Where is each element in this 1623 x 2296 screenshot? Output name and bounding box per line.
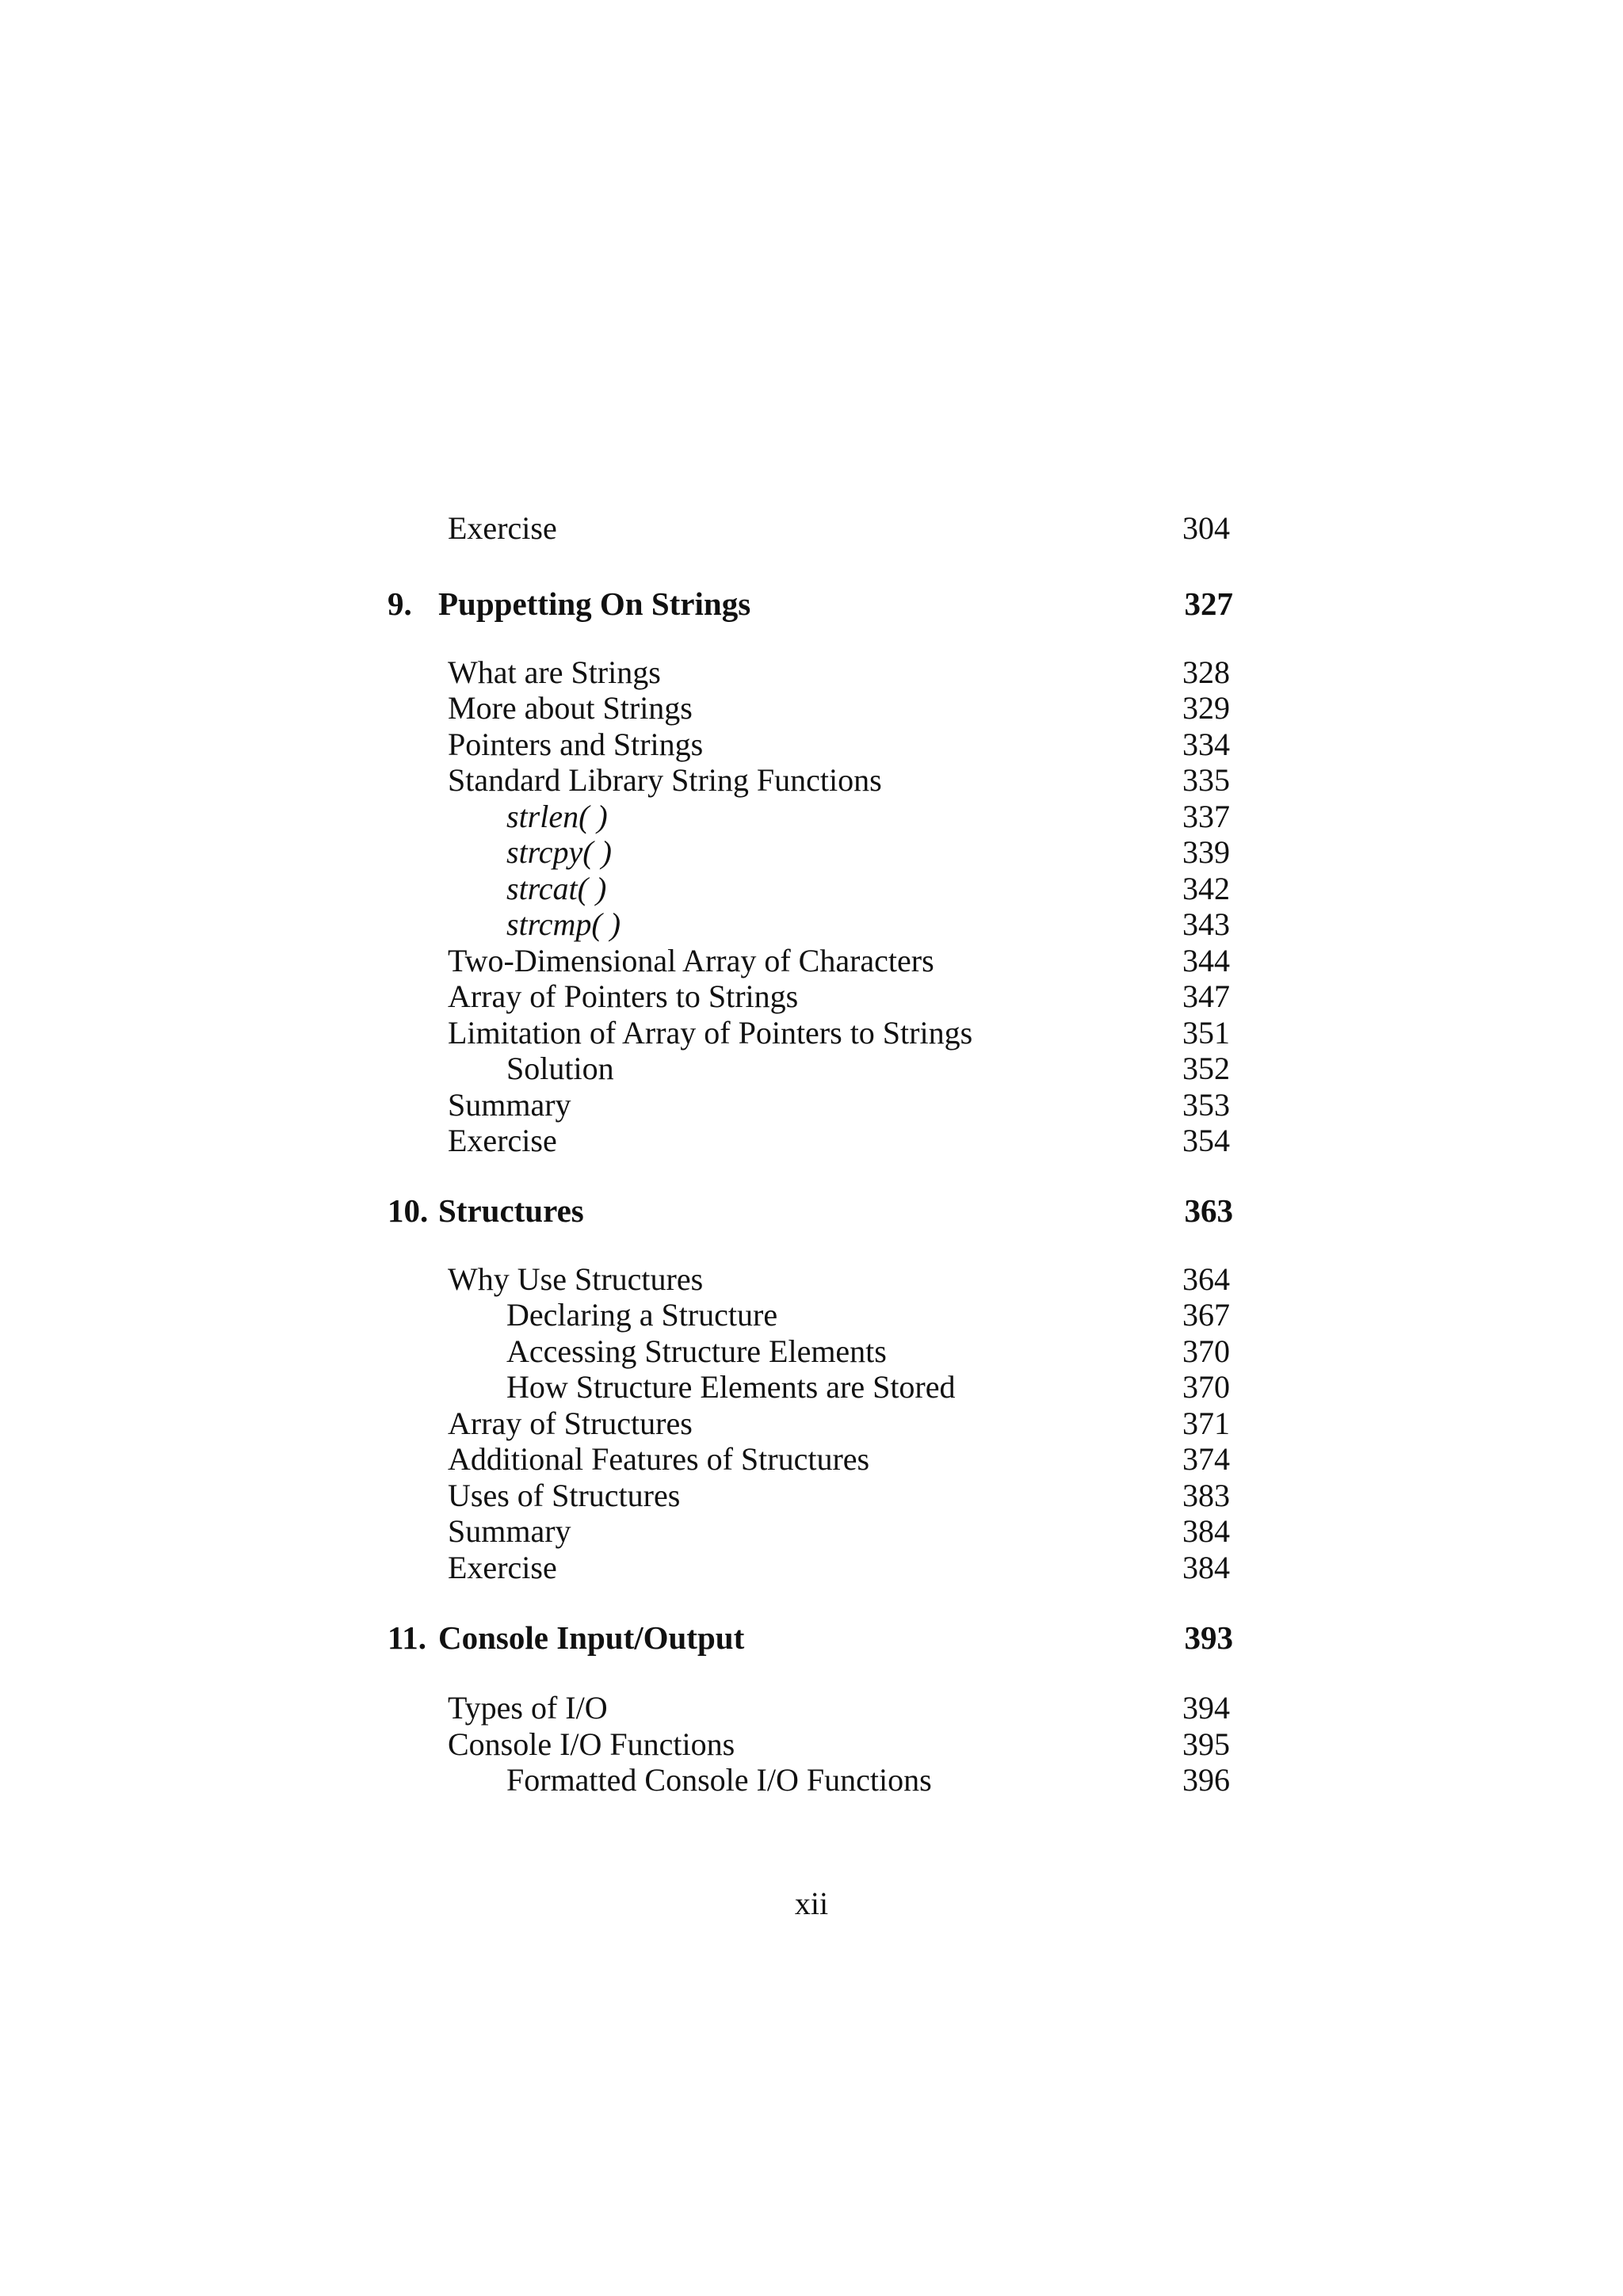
toc-entry-row [0,1404,1623,1444]
entry-title: Array of Pointers to Strings [448,978,799,1014]
entry-page-number: 347 [1182,978,1230,1014]
entry-page-number: 334 [1182,727,1230,762]
entry-title: Array of Structures [448,1405,693,1441]
toc-entry-row [0,1476,1623,1516]
chapter-title: Puppetting On Strings [438,585,751,622]
entry-page-number: 367 [1182,1297,1230,1333]
entry-title: strcat( ) [506,871,607,906]
toc-entry-row [0,1760,1623,1800]
entry-page-number: 352 [1182,1051,1230,1086]
entry-title: Summary [448,1513,571,1549]
toc-entry-row [0,977,1623,1016]
entry-title: Pointers and Strings [448,727,704,762]
entry-title: What are Strings [448,654,661,690]
chapter-number: 10. [388,1192,429,1229]
toc-entry-row [0,1688,1623,1728]
entry-title: strcmp( ) [506,906,621,942]
entry-page-number: 364 [1182,1261,1230,1297]
toc-chapter-row [0,584,1623,624]
toc-entry-row [0,833,1623,872]
entry-page-number: 337 [1182,799,1230,834]
entry-page-number: 335 [1182,762,1230,798]
entry-page-number: 383 [1182,1478,1230,1513]
chapter-page-number: 363 [1184,1192,1233,1229]
entry-page-number: 394 [1182,1690,1230,1726]
entry-page-number: 353 [1182,1087,1230,1123]
toc-entry-row [0,905,1623,944]
toc-entry-row [0,1085,1623,1125]
entry-page-number: 343 [1182,906,1230,942]
entry-title: strcpy( ) [506,834,612,870]
toc-entry-row [0,688,1623,728]
entry-title: Accessing Structure Elements [506,1333,887,1369]
toc-entry-row [0,761,1623,800]
toc-entry-row [0,1548,1623,1588]
chapter-title: Structures [438,1192,584,1229]
entry-title: Exercise [448,1550,557,1585]
entry-title: Types of I/O [448,1690,608,1726]
entry-page-number: 374 [1182,1441,1230,1477]
entry-title: Two-Dimensional Array of Characters [448,943,934,978]
toc-entry-row [0,1049,1623,1089]
entry-page-number: 304 [1182,510,1230,546]
toc-entry-row [0,1121,1623,1161]
entry-title: Exercise [448,510,557,546]
entry-page-number: 329 [1182,690,1230,726]
toc-chapter-row [0,1618,1623,1657]
page-number: xii [794,1886,829,1921]
chapter-number: 9. [388,585,412,622]
entry-title: Limitation of Array of Pointers to Strings [448,1015,973,1051]
entry-title: Console I/O Functions [448,1726,735,1762]
entry-title: How Structure Elements are Stored [506,1369,956,1405]
entry-page-number: 328 [1182,654,1230,690]
toc-entry-row [0,1332,1623,1371]
toc-entry-row [0,725,1623,765]
entry-page-number: 351 [1182,1015,1230,1051]
entry-title: More about Strings [448,690,693,726]
entry-title: Summary [448,1087,571,1123]
entry-page-number: 342 [1182,871,1230,906]
chapter-page-number: 393 [1184,1619,1233,1656]
entry-page-number: 339 [1182,834,1230,870]
toc-entry-row [0,869,1623,909]
entry-page-number: 371 [1182,1405,1230,1441]
toc-entry-row [0,1512,1623,1551]
toc-entry-row [0,1013,1623,1053]
entry-title: Formatted Console I/O Functions [506,1762,932,1798]
entry-title: Uses of Structures [448,1478,681,1513]
entry-title: strlen( ) [506,799,608,834]
chapter-title: Console Input/Output [438,1619,745,1656]
chapter-number: 11. [388,1619,426,1656]
toc-entry-row [0,1440,1623,1479]
chapter-page-number: 327 [1184,585,1233,622]
entry-page-number: 370 [1182,1333,1230,1369]
toc-entry-row [0,509,1623,548]
entry-title: Declaring a Structure [506,1297,778,1333]
entry-title: Solution [506,1051,614,1086]
entry-page-number: 370 [1182,1369,1230,1405]
toc-entry-row [0,1295,1623,1335]
entry-title: Exercise [448,1123,557,1158]
entry-page-number: 395 [1182,1726,1230,1762]
entry-page-number: 354 [1182,1123,1230,1158]
toc-entry-row [0,1367,1623,1407]
toc-chapter-row [0,1191,1623,1230]
entry-page-number: 396 [1182,1762,1230,1798]
toc-entry-row [0,1725,1623,1764]
entry-page-number: 384 [1182,1513,1230,1549]
entry-title: Additional Features of Structures [448,1441,870,1477]
toc-entry-row [0,797,1623,837]
entry-title: Why Use Structures [448,1261,704,1297]
toc-entry-row [0,941,1623,981]
toc-entry-row [0,653,1623,692]
entry-title: Standard Library String Functions [448,762,882,798]
entry-page-number: 384 [1182,1550,1230,1585]
entry-page-number: 344 [1182,943,1230,978]
toc-entry-row [0,1260,1623,1299]
